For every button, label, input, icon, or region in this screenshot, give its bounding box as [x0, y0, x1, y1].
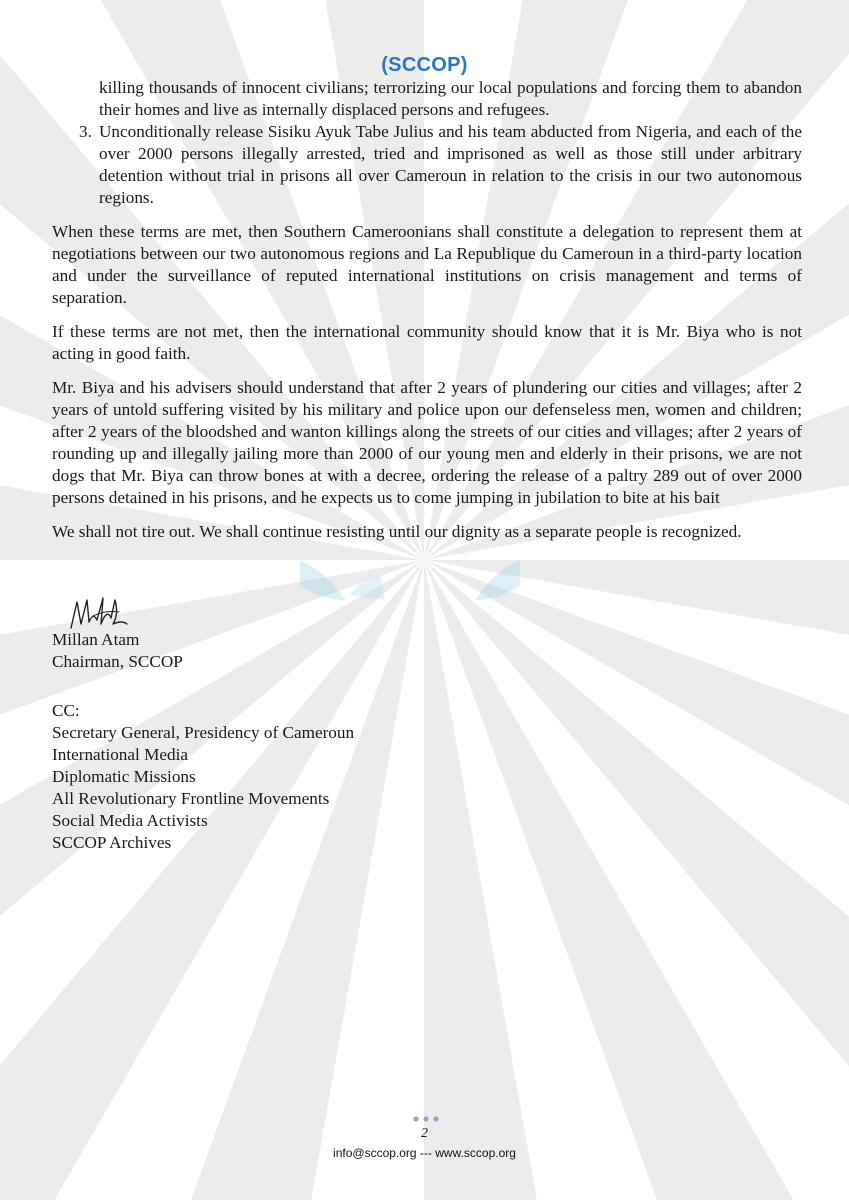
signature-block	[52, 629, 183, 673]
paragraph-terms-not-met: If these terms are not met, then the international community should know that it is Mr. Biya who is not acting in good faith.	[52, 322, 802, 363]
list-item-continuation	[52, 77, 802, 121]
cc-recipient: International Media	[52, 745, 189, 764]
signatory-title: Chairman, SCCOP	[52, 652, 183, 671]
list-item-number: 3.	[79, 122, 92, 141]
page-header-title: (SCCOP)	[381, 54, 468, 76]
list-item-3	[52, 121, 802, 209]
cc-recipient: All Revolutionary Frontline Movements	[52, 789, 330, 808]
page-ornament-dots	[413, 1116, 439, 1122]
paragraph-terms-met: When these terms are met, then Southern Cameroonians shall constitute a delegation to represent them at negotiations between our two autonomous regions and La Republique du Cameroun in a third-party location and under the surveillance of reputed international institutions on crisis management and terms of separation.	[52, 222, 802, 307]
cc-label: CC:	[52, 701, 80, 720]
demands-list	[52, 77, 802, 209]
paragraph-mr-biya: Mr. Biya and his advisers should understand that after 2 years of plundering our cities and villages; after 2 years of untold suffering visited by his military and police upon our defenseless men, women and children; after 2 years of the bloodshed and wanton killings along the streets of our cities and villages; after 2 years of rounding up and illegally jailing more than 2000 of our young men and elderly in their prisons, we are not dogs that Mr. Biya can throw bones at with a decree, ordering the release of a paltry 289 out of over 2000 persons detained in his prisons, and he expects us to come jumping in jubilation to bite at his bait	[52, 378, 802, 507]
page-number: 2	[421, 1126, 428, 1141]
list-item-text: Unconditionally release Sisiku Ayuk Tabe Julius and his team abducted from Nigeria, and each of the over 2000 persons illegally arrested, tried and imprisoned as well as those still under arbitrary detention without trial in prisons all over Cameroun in relation to the crisis in our two autonomous regions.	[99, 122, 802, 207]
cc-recipient: Secretary General, Presidency of Cameroun	[52, 723, 355, 742]
cc-list	[52, 700, 354, 854]
cc-recipient: SCCOP Archives	[52, 833, 172, 852]
letter-body	[52, 77, 802, 543]
footer-contact: info@sccop.org --- www.sccop.org	[333, 1146, 516, 1160]
list-item-text: killing thousands of innocent civilians; terrorizing our local populations and forcing them to abandon their homes and live as internally displaced persons and refugees.	[99, 78, 802, 119]
handwritten-signature	[67, 594, 129, 634]
signatory-name: Millan Atam	[52, 630, 140, 649]
paragraph-closing: We shall not tire out. We shall continue resisting until our dignity as a separate people is recognized.	[52, 522, 742, 541]
cc-recipient: Diplomatic Missions	[52, 767, 196, 786]
cc-recipient: Social Media Activists	[52, 811, 208, 830]
